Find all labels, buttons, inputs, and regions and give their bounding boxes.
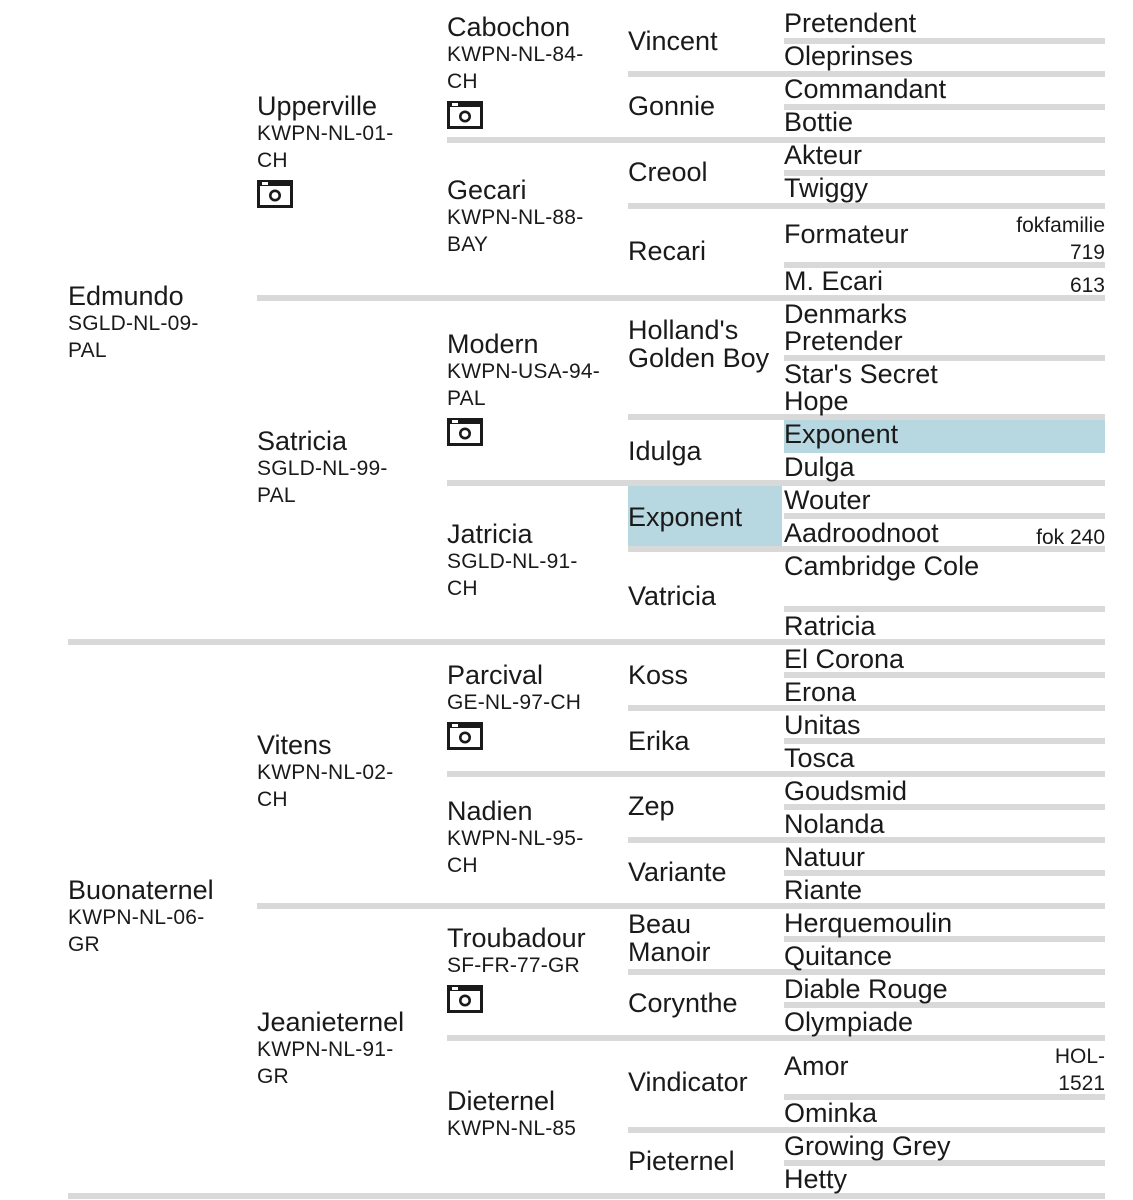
ancestor-gen5[interactable]	[784, 943, 1104, 970]
ancestor-gen5[interactable]	[784, 1100, 1104, 1127]
registration-number: KWPN-NL-06- GR	[68, 906, 205, 956]
ancestor-gen5[interactable]	[784, 109, 1104, 136]
ancestor-gen5[interactable]	[784, 1166, 1104, 1193]
ancestor-gen5[interactable]	[784, 10, 1104, 37]
horse-name: Goudsmid	[784, 776, 908, 806]
horse-name: Bottie	[784, 107, 854, 137]
separator	[628, 203, 1105, 209]
ancestor-gen4[interactable]: Vincent	[628, 26, 718, 56]
sire[interactable]	[68, 283, 248, 364]
ancestor-gen4[interactable]: Idulga	[628, 436, 702, 466]
grandparent[interactable]	[257, 732, 437, 813]
horse-name: M. Ecari	[784, 266, 884, 296]
ancestor-gen5[interactable]	[784, 301, 984, 355]
horse-name: Twiggy	[784, 173, 869, 203]
horse-name: Wouter	[784, 485, 871, 515]
ancestor-gen5[interactable]	[784, 712, 1104, 739]
horse-name: Dieternel	[447, 1086, 556, 1116]
ancestor-gen5[interactable]	[784, 613, 1104, 640]
ancestor-gen5[interactable]	[784, 361, 984, 415]
horse-name: Gecari	[447, 175, 527, 205]
horse-name: Hetty	[784, 1164, 848, 1194]
ancestor-gen4[interactable]: Pieternel	[628, 1146, 735, 1176]
ancestor-gen5[interactable]	[784, 844, 1104, 871]
ancestor-gen5[interactable]	[784, 487, 1104, 514]
horse-name: Satricia	[257, 426, 348, 456]
breeding-note: fokfamilie 719	[1016, 214, 1105, 264]
ancestor-gen5[interactable]	[784, 142, 1104, 169]
horse-name: El Corona	[784, 644, 905, 674]
horse-name: Ominka	[784, 1098, 878, 1128]
horse-name: Akteur	[784, 140, 863, 170]
horse-name: Quitance	[784, 941, 893, 971]
ancestor-gen5[interactable]	[784, 454, 1104, 481]
ancestor-gen4[interactable]: Corynthe	[628, 988, 738, 1018]
ancestor-gen5[interactable]	[784, 778, 1104, 805]
horse-name: Herquemoulin	[784, 908, 953, 938]
camera-icon[interactable]	[447, 101, 483, 129]
horse-name: Ratricia	[784, 611, 876, 641]
horse-name: Cabochon	[447, 12, 571, 42]
ancestor-gen4[interactable]: Vatricia	[628, 581, 717, 611]
great-grandparent[interactable]	[447, 925, 625, 1013]
dam[interactable]	[68, 877, 248, 958]
registration-number: KWPN-NL-84- CH	[447, 43, 584, 93]
great-grandparent[interactable]	[447, 521, 625, 602]
horse-name: Oleprinses	[784, 41, 914, 71]
horse-name: Troubadour	[447, 923, 586, 953]
ancestor-gen5[interactable]	[784, 553, 984, 580]
camera-icon[interactable]	[257, 180, 293, 208]
horse-name: Growing Grey	[784, 1131, 951, 1161]
ancestor-gen4[interactable]: Vindicator	[628, 1067, 748, 1097]
ancestor-gen4[interactable]: Creool	[628, 157, 708, 187]
registration-number: SGLD-NL-09- PAL	[68, 312, 199, 362]
great-grandparent[interactable]	[447, 798, 625, 879]
horse-name: Buonaternel	[68, 875, 214, 905]
ancestor-gen4[interactable]: Koss	[628, 660, 689, 690]
horse-name: Diable Rouge	[784, 974, 948, 1004]
ancestor-gen5[interactable]	[784, 745, 1104, 772]
horse-name: Aadroodnoot	[784, 518, 939, 548]
ancestor-gen5[interactable]	[784, 976, 1104, 1003]
registration-number: KWPN-NL-88- BAY	[447, 206, 584, 256]
ancestor-gen5[interactable]	[784, 1009, 1104, 1036]
horse-name: Erona	[784, 677, 857, 707]
ancestor-gen5[interactable]	[784, 679, 1104, 706]
registration-number: SGLD-NL-99- PAL	[257, 457, 388, 507]
registration-number: SGLD-NL-91- CH	[447, 550, 578, 600]
registration-number: KWPN-NL-01- CH	[257, 122, 394, 172]
grandparent[interactable]	[257, 93, 437, 208]
ancestor-gen5[interactable]	[784, 1133, 1104, 1160]
horse-name: Commandant	[784, 74, 947, 104]
great-grandparent[interactable]	[447, 177, 625, 258]
camera-icon[interactable]	[447, 418, 483, 446]
camera-icon[interactable]	[447, 722, 483, 750]
horse-name: Tosca	[784, 743, 855, 773]
horse-name: Modern	[447, 329, 539, 359]
great-grandparent[interactable]	[447, 1088, 625, 1142]
registration-number: SF-FR-77-GR	[447, 954, 580, 977]
horse-name: Jeanieternel	[257, 1007, 405, 1037]
horse-name: Upperville	[257, 91, 378, 121]
registration-number: KWPN-USA-94- PAL	[447, 360, 600, 410]
horse-name: Nadien	[447, 796, 533, 826]
ancestor-gen5[interactable]	[784, 877, 1104, 904]
ancestor-gen5[interactable]	[784, 811, 1104, 838]
ancestor-gen4[interactable]: Zep	[628, 791, 675, 821]
ancestor-gen5[interactable]	[784, 76, 1104, 103]
ancestor-gen5[interactable]	[784, 646, 1104, 673]
horse-name: Olympiade	[784, 1007, 914, 1037]
horse-name: Unitas	[784, 710, 861, 740]
horse-name: Denmarks Pretender	[784, 299, 908, 356]
ancestor-gen4[interactable]: Holland's Golden Boy	[628, 315, 770, 373]
breeding-note: 613	[1069, 274, 1105, 297]
ancestor-gen4[interactable]: Erika	[628, 726, 690, 756]
registration-number: GE-NL-97-CH	[447, 691, 582, 714]
horse-name: Pretendent	[784, 8, 917, 38]
registration-number: KWPN-NL-85	[447, 1117, 577, 1140]
great-grandparent[interactable]	[447, 331, 625, 446]
horse-name: Exponent	[784, 419, 899, 449]
ancestor-gen4[interactable]: Recari	[628, 236, 707, 266]
camera-icon[interactable]	[447, 985, 483, 1013]
ancestor-gen5[interactable]	[784, 175, 1104, 202]
great-grandparent[interactable]	[447, 14, 625, 129]
ancestor-gen4[interactable]: Exponent	[628, 502, 743, 532]
breeding-note: fok 240	[1036, 526, 1105, 549]
horse-name: Nolanda	[784, 809, 885, 839]
ancestor-gen4[interactable]: Variante	[628, 857, 727, 887]
ancestor-gen5[interactable]	[784, 43, 1104, 70]
horse-name: Cambridge Cole	[784, 551, 980, 581]
ancestor-gen4[interactable]: Beau Manoir	[628, 909, 711, 967]
horse-name: Edmundo	[68, 281, 184, 311]
horse-name: Jatricia	[447, 519, 533, 549]
registration-number: KWPN-NL-02- CH	[257, 761, 394, 811]
horse-name: Vitens	[257, 730, 332, 760]
grandparent[interactable]	[257, 428, 437, 509]
ancestor-gen5[interactable]	[784, 421, 1104, 448]
breeding-note: HOL- 1521	[1054, 1045, 1105, 1095]
ancestor-gen5[interactable]	[784, 910, 1104, 937]
horse-name: Dulga	[784, 452, 855, 482]
ancestor-gen4[interactable]: Gonnie	[628, 91, 716, 121]
horse-name: Star's Secret Hope	[784, 359, 938, 416]
horse-name: Parcival	[447, 660, 544, 690]
horse-name: Riante	[784, 875, 863, 905]
ancestor-gen5[interactable]	[784, 268, 1104, 295]
registration-number: KWPN-NL-95- CH	[447, 827, 584, 877]
grandparent[interactable]	[257, 1009, 437, 1090]
horse-name: Natuur	[784, 842, 866, 872]
separator	[68, 1193, 1105, 1199]
registration-number: KWPN-NL-91- GR	[257, 1038, 394, 1088]
horse-name: Amor	[784, 1051, 849, 1081]
horse-name: Formateur	[784, 219, 909, 249]
great-grandparent[interactable]	[447, 662, 625, 750]
